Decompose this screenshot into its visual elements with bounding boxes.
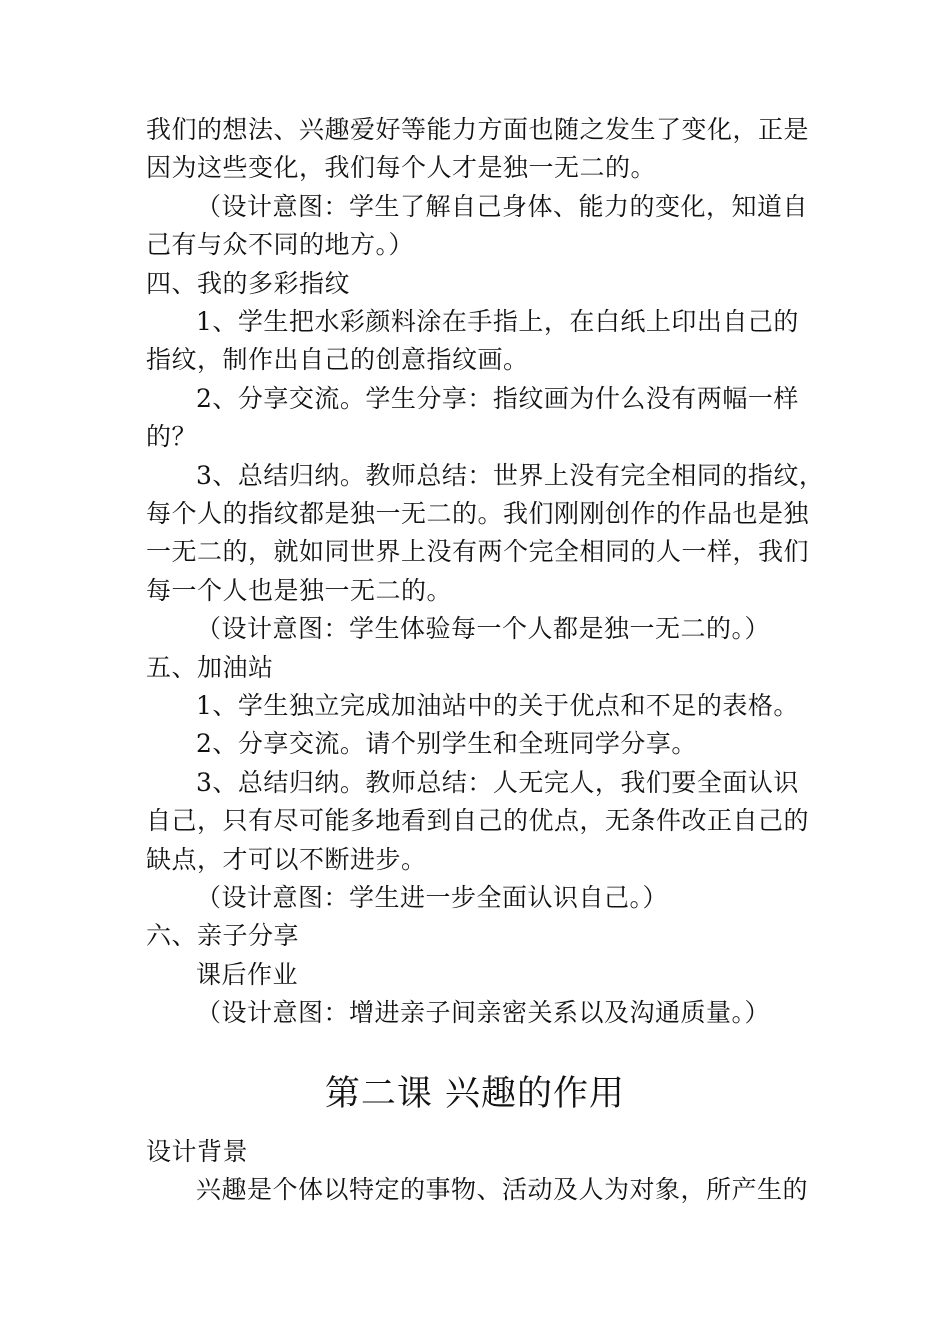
lesson-title: 第二课 兴趣的作用 [324,1074,626,1114]
body-text-line: 自己，只有尽可能多地看到自己的优点，无条件改正自己的 [146,806,810,835]
homework-label: 课后作业 [196,960,299,989]
step-text: 3、总结归纳。教师总结：人无完人，我们要全面认识 [196,768,799,797]
body-text-line: 每个人的指纹都是独一无二的。我们刚刚创作的作品也是独 [146,499,810,528]
design-intent-note: （设计意图：学生了解自己身体、能力的变化，知道自 [196,192,809,221]
step-text: 3、总结归纳。教师总结：世界上没有完全相同的指纹， [196,461,825,490]
step-text: 2、分享交流。请个别学生和全班同学分享。 [196,729,697,758]
body-text-line: 的？ [146,422,198,451]
section-heading: 设计背景 [146,1137,249,1166]
body-text-line: 每一个人也是独一无二的。 [146,576,453,605]
section-heading: 五、加油站 [146,653,274,682]
body-text-line: 己有与众不同的地方。） [146,230,415,259]
design-intent-note: （设计意图：增进亲子间亲密关系以及沟通质量。） [196,998,771,1027]
body-text-line: 指纹，制作出自己的创意指纹画。 [146,345,529,374]
section-heading: 六、亲子分享 [146,921,300,950]
body-text-line: 因为这些变化，我们每个人才是独一无二的。 [146,153,657,182]
body-text-line: 一无二的，就如同世界上没有两个完全相同的人一样，我们 [146,537,810,566]
section-heading: 四、我的多彩指纹 [146,269,351,298]
body-text-line: 兴趣是个体以特定的事物、活动及人为对象，所产生的 [196,1175,809,1204]
body-text-line: 缺点，才可以不断进步。 [146,845,427,874]
body-text-line: 我们的想法、兴趣爱好等能力方面也随之发生了变化，正是 [146,115,810,144]
design-intent-note: （设计意图：学生进一步全面认识自己。） [196,883,669,912]
design-intent-note: （设计意图：学生体验每一个人都是独一无二的。） [196,614,771,643]
step-text: 2、分享交流。学生分享：指纹画为什么没有两幅一样 [196,384,799,413]
step-text: 1、学生把水彩颜料涂在手指上，在白纸上印出自己的 [196,307,799,336]
step-text: 1、学生独立完成加油站中的关于优点和不足的表格。 [196,691,799,720]
